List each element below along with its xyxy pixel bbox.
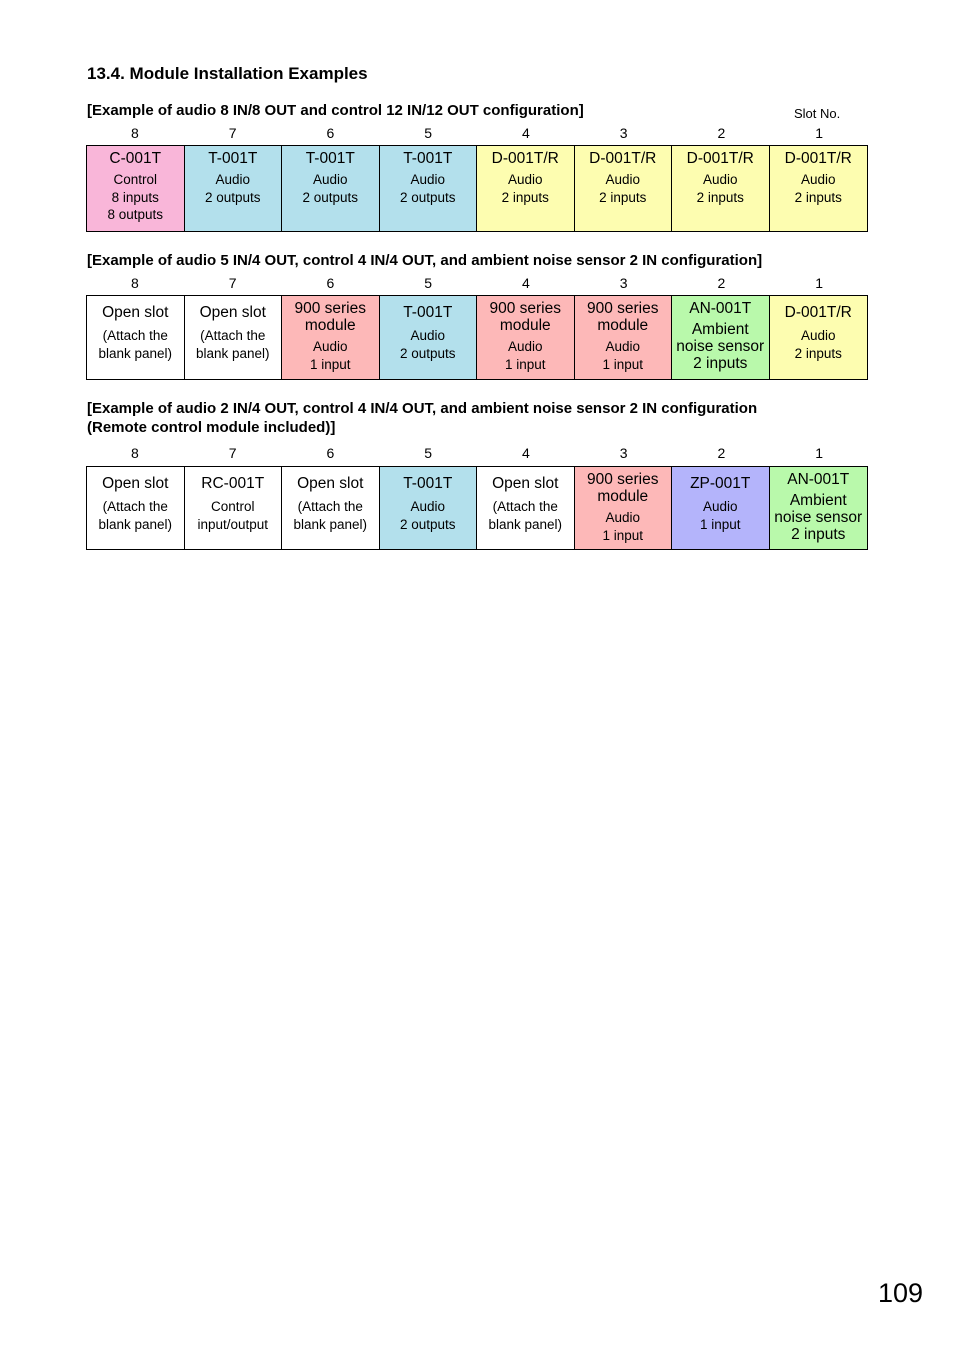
slot-table-1 bbox=[86, 145, 868, 232]
module-name: 900 series bbox=[586, 300, 659, 317]
slot-cell bbox=[185, 146, 283, 231]
slot-table-2 bbox=[86, 295, 868, 380]
module-name-line2: module bbox=[597, 317, 649, 334]
module-big-desc: 2 inputs bbox=[693, 355, 748, 372]
module-desc bbox=[87, 498, 184, 533]
slot-cell bbox=[87, 146, 185, 231]
slot-number: 8 bbox=[130, 275, 139, 291]
slot-number: 1 bbox=[815, 125, 824, 141]
slot-cell bbox=[185, 467, 283, 549]
slot-number: 5 bbox=[424, 275, 433, 291]
slot-number: 3 bbox=[619, 445, 628, 461]
desc-line: (Attach the bbox=[102, 328, 168, 343]
slot-number: 3 bbox=[619, 125, 628, 141]
desc-line: 2 outputs bbox=[302, 189, 359, 205]
desc-line: Audio bbox=[410, 499, 446, 514]
slot-numbers-2 bbox=[86, 275, 868, 291]
slot-cell bbox=[672, 467, 770, 549]
desc-line: Audio bbox=[410, 172, 446, 187]
module-desc bbox=[477, 338, 574, 373]
desc-line: Audio bbox=[312, 339, 348, 354]
desc-line: (Attach the bbox=[200, 328, 266, 343]
module-name: ZP-001T bbox=[690, 475, 751, 492]
module-desc bbox=[282, 171, 379, 206]
module-desc bbox=[380, 171, 477, 206]
module-desc bbox=[87, 171, 184, 224]
slot-cell bbox=[87, 296, 185, 379]
desc-line: blank panel) bbox=[488, 516, 563, 532]
module-desc bbox=[282, 338, 379, 373]
example-3-title-line1: [Example of audio 2 IN/4 OUT, control 4 IN/4 OUT, and ambient noise sensor 2 IN configuration bbox=[87, 400, 758, 417]
slot-cell bbox=[477, 296, 575, 379]
slot-number: 7 bbox=[228, 275, 237, 291]
slot-number: 3 bbox=[619, 275, 628, 291]
module-name: Open slot bbox=[297, 475, 364, 492]
slot-number: 6 bbox=[326, 125, 335, 141]
module-name: D-001T/R bbox=[589, 150, 657, 167]
module-desc bbox=[575, 171, 672, 206]
module-name: AN-001T bbox=[787, 471, 850, 488]
module-desc bbox=[575, 509, 672, 544]
desc-line: 1 input bbox=[309, 356, 351, 372]
module-name: T-001T bbox=[208, 150, 258, 167]
module-big-desc: Ambient bbox=[691, 321, 749, 338]
desc-line: 1 input bbox=[504, 356, 546, 372]
desc-line: Audio bbox=[312, 172, 348, 187]
slot-cell bbox=[770, 467, 868, 549]
desc-line: 1 input bbox=[602, 527, 644, 543]
module-name: Open slot bbox=[102, 304, 169, 321]
slot-cell bbox=[380, 467, 478, 549]
module-desc bbox=[87, 327, 184, 362]
desc-line: Audio bbox=[605, 339, 641, 354]
slot-number: 1 bbox=[815, 275, 824, 291]
module-desc bbox=[185, 498, 282, 533]
slot-cell bbox=[477, 146, 575, 231]
module-name: C-001T bbox=[109, 150, 162, 167]
desc-line: Audio bbox=[507, 339, 543, 354]
slot-cell bbox=[380, 296, 478, 379]
module-name: T-001T bbox=[403, 150, 453, 167]
module-big-desc: Ambient bbox=[789, 492, 847, 509]
module-name: D-001T/R bbox=[491, 150, 559, 167]
slot-cell bbox=[575, 296, 673, 379]
desc-line: input/output bbox=[197, 516, 269, 532]
desc-line: Control bbox=[210, 499, 255, 514]
slot-table-3 bbox=[86, 466, 868, 550]
slot-cell bbox=[672, 146, 770, 231]
slot-number: 2 bbox=[717, 125, 726, 141]
example-2-title bbox=[87, 251, 762, 270]
module-desc bbox=[477, 498, 574, 533]
module-big-desc: noise sensor bbox=[774, 509, 863, 526]
module-desc bbox=[672, 498, 769, 533]
slot-no-label: Slot No. bbox=[794, 106, 841, 121]
example-1-title-text: [Example of audio 8 IN/8 OUT and control 12 IN/12 OUT configuration] bbox=[87, 102, 584, 119]
slot-number: 7 bbox=[228, 125, 237, 141]
module-name: T-001T bbox=[403, 304, 453, 321]
module-name: T-001T bbox=[305, 150, 355, 167]
slot-number: 7 bbox=[228, 445, 237, 461]
desc-line: Audio bbox=[507, 172, 543, 187]
module-name-line2: module bbox=[499, 317, 551, 334]
slot-number: 6 bbox=[326, 275, 335, 291]
slot-number: 4 bbox=[521, 275, 530, 291]
example-2-title-text: [Example of audio 5 IN/4 OUT, control 4 IN/4 OUT, and ambient noise sensor 2 IN configuration] bbox=[87, 252, 763, 269]
module-name: Open slot bbox=[102, 475, 169, 492]
desc-line: 2 inputs bbox=[794, 345, 842, 361]
desc-line: 2 outputs bbox=[399, 189, 456, 205]
desc-line: Audio bbox=[800, 172, 836, 187]
desc-line: Audio bbox=[215, 172, 251, 187]
module-name: Open slot bbox=[492, 475, 559, 492]
slot-cell bbox=[282, 467, 380, 549]
slot-cell bbox=[770, 146, 868, 231]
desc-line: 8 outputs bbox=[107, 207, 164, 222]
desc-line: 2 inputs bbox=[794, 189, 842, 205]
desc-line: Audio bbox=[702, 172, 738, 187]
desc-line: blank panel) bbox=[98, 345, 173, 361]
slot-number: 4 bbox=[521, 125, 530, 141]
module-name: AN-001T bbox=[689, 300, 752, 317]
module-desc bbox=[477, 171, 574, 206]
slot-number: 5 bbox=[424, 125, 433, 141]
desc-line: 1 input bbox=[602, 356, 644, 372]
desc-line: 2 outputs bbox=[399, 516, 456, 532]
module-name: D-001T/R bbox=[784, 150, 852, 167]
desc-line: 1 input bbox=[699, 516, 741, 532]
slot-cell bbox=[575, 146, 673, 231]
slot-cell bbox=[185, 296, 283, 379]
desc-line: (Attach the bbox=[102, 499, 168, 514]
desc-line: 2 outputs bbox=[399, 345, 456, 361]
slot-number: 4 bbox=[521, 445, 530, 461]
module-name-line2: module bbox=[597, 488, 649, 505]
slot-numbers-1 bbox=[86, 125, 868, 141]
module-name: 900 series bbox=[586, 471, 659, 488]
section-title: 13.4. Module Installation Examples bbox=[87, 64, 368, 83]
example-1-title bbox=[87, 101, 584, 120]
page-number: 109 bbox=[878, 1278, 924, 1308]
module-desc bbox=[770, 171, 868, 206]
desc-line: blank panel) bbox=[195, 345, 270, 361]
slot-number: 8 bbox=[130, 125, 139, 141]
module-name-line2: module bbox=[304, 317, 356, 334]
module-name: D-001T/R bbox=[686, 150, 754, 167]
desc-line: Audio bbox=[410, 328, 446, 343]
slot-number: 2 bbox=[717, 275, 726, 291]
desc-line: (Attach the bbox=[297, 499, 363, 514]
slot-cell bbox=[380, 146, 478, 231]
slot-cell bbox=[770, 296, 868, 379]
slot-number: 1 bbox=[815, 445, 824, 461]
desc-line: 2 outputs bbox=[204, 189, 261, 205]
desc-line: Audio bbox=[605, 172, 641, 187]
slot-number: 2 bbox=[717, 445, 726, 461]
module-desc bbox=[380, 327, 477, 362]
module-desc bbox=[672, 171, 769, 206]
slot-cell bbox=[575, 467, 673, 549]
desc-line: (Attach the bbox=[492, 499, 558, 514]
module-name: 900 series bbox=[489, 300, 561, 317]
module-desc bbox=[770, 327, 868, 362]
desc-line: 2 inputs bbox=[696, 189, 744, 205]
slot-cell bbox=[477, 467, 575, 549]
module-desc bbox=[282, 498, 379, 533]
desc-line: Audio bbox=[800, 328, 836, 343]
desc-line: blank panel) bbox=[98, 516, 173, 532]
example-3-title bbox=[87, 399, 757, 437]
desc-line: Audio bbox=[702, 499, 738, 514]
module-name: RC-001T bbox=[201, 475, 265, 492]
desc-line: 2 inputs bbox=[599, 189, 647, 205]
module-big-desc: noise sensor bbox=[676, 338, 765, 355]
desc-line: 2 inputs bbox=[501, 189, 549, 205]
module-desc bbox=[185, 327, 282, 362]
module-name: Open slot bbox=[199, 304, 266, 321]
module-desc bbox=[185, 171, 282, 206]
slot-number: 8 bbox=[130, 445, 139, 461]
module-name: 900 series bbox=[294, 300, 366, 317]
slot-cell bbox=[282, 146, 380, 231]
slot-number: 6 bbox=[326, 445, 335, 461]
slot-number: 5 bbox=[424, 445, 433, 461]
slot-numbers-3 bbox=[86, 445, 868, 461]
module-desc bbox=[380, 498, 477, 533]
module-desc bbox=[575, 338, 672, 373]
slot-cell bbox=[672, 296, 770, 379]
example-3-title-line2: (Remote control module included)] bbox=[87, 419, 336, 436]
slot-cell bbox=[282, 296, 380, 379]
desc-line: Audio bbox=[605, 510, 641, 525]
module-big-desc: 2 inputs bbox=[791, 526, 846, 543]
module-name: D-001T/R bbox=[784, 304, 852, 321]
desc-line: 8 inputs bbox=[111, 189, 159, 205]
desc-line: Control bbox=[113, 172, 158, 187]
module-name: T-001T bbox=[403, 475, 453, 492]
desc-line: blank panel) bbox=[293, 516, 368, 532]
slot-cell bbox=[87, 467, 185, 549]
